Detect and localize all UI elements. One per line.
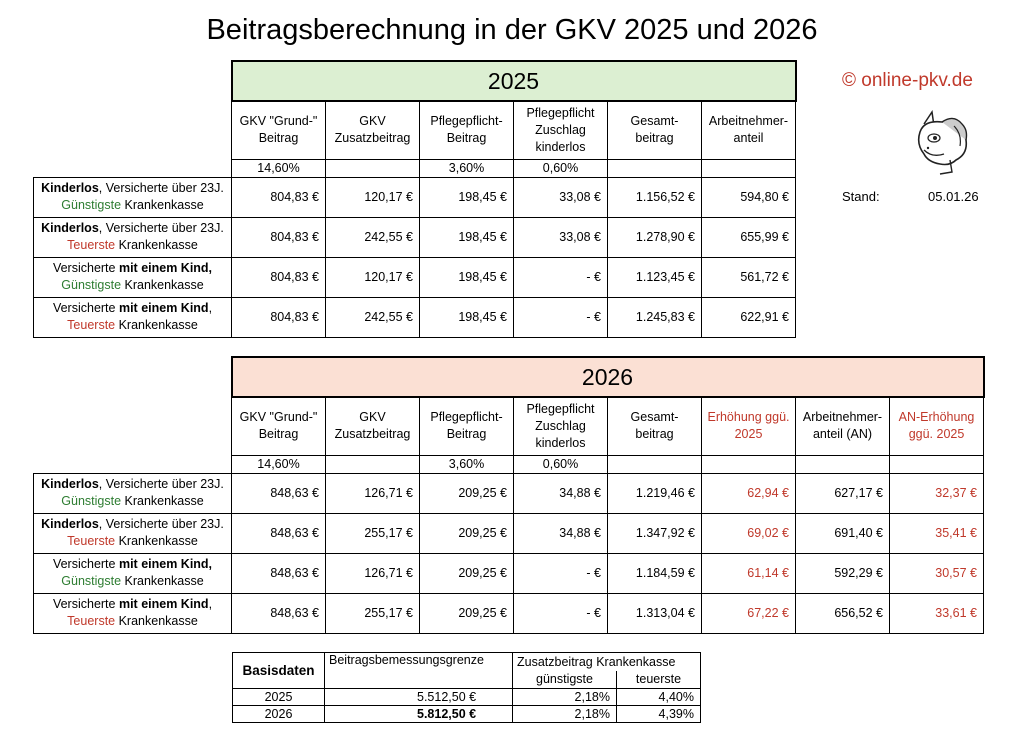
col-header: Pflegepflicht-Beitrag (420, 397, 514, 455)
value-cell: 120,17 € (326, 177, 420, 217)
table-2026 (33, 356, 985, 634)
row-label-bold: Kinderlos (41, 517, 99, 531)
row-label-kasse-word: Teuerste (67, 614, 116, 628)
table-row (34, 297, 796, 337)
row-label-rest: , Versicherte über 23J. (98, 181, 224, 195)
value-cell: 198,45 € (420, 297, 514, 337)
value-cell: 33,61 € (890, 593, 984, 633)
value-cell: 34,88 € (514, 513, 608, 553)
row-label-kasse-word: Günstigste (61, 494, 122, 508)
row-label-kasse-word: Günstigste (61, 574, 122, 588)
value-cell: 69,02 € (702, 513, 796, 553)
value-cell: 804,83 € (232, 257, 326, 297)
col-header: Pflegepflicht-Beitrag (420, 101, 514, 159)
row-label-kasse-rest: Krankenkasse (121, 494, 204, 508)
value-cell: 209,25 € (420, 513, 514, 553)
brand-logo-text: © online-pkv.de (842, 70, 973, 91)
row-label-pre: Versicherte (52, 301, 119, 315)
stand-label: Stand: (842, 189, 880, 204)
col-header: GKV Zusatzbeitrag (326, 397, 420, 455)
rate-cell: 0,60% (514, 455, 608, 473)
value-cell: 1.347,92 € (608, 513, 702, 553)
col-header: GKV "Grund-" Beitrag (232, 101, 326, 159)
row-label (34, 593, 232, 633)
table-row (34, 177, 796, 217)
value-cell: 61,14 € (702, 553, 796, 593)
rate-cell (796, 455, 890, 473)
basis-zusatz-header: Zusatzbeitrag Krankenkasse (513, 653, 701, 671)
row-label-rest: , Versicherte über 23J. (98, 477, 224, 491)
row-label-bold: Kinderlos (41, 477, 99, 491)
value-cell: 30,57 € (890, 553, 984, 593)
row-label-rest: , (208, 301, 213, 315)
rate-cell: 14,60% (232, 455, 326, 473)
col-header: Gesamt-beitrag (608, 101, 702, 159)
table-row (34, 473, 984, 513)
rate-cell (702, 159, 796, 177)
row-label-kasse-rest: Krankenkasse (121, 574, 204, 588)
row-label-kasse-rest: Krankenkasse (115, 534, 198, 548)
value-cell: 1.123,45 € (608, 257, 702, 297)
row-label-kasse-rest: Krankenkasse (121, 198, 204, 212)
rate-cell (890, 455, 984, 473)
value-cell: 209,25 € (420, 553, 514, 593)
basis-bbg-header: Beitragsbemessungsgrenze (325, 653, 513, 689)
value-cell: 255,17 € (326, 593, 420, 633)
basis-t-value: 4,40% (617, 689, 701, 706)
value-cell: 198,45 € (420, 257, 514, 297)
value-cell: 1.156,52 € (608, 177, 702, 217)
basis-t-value: 4,39% (617, 706, 701, 723)
row-label (34, 297, 232, 337)
rate-cell (608, 455, 702, 473)
value-cell: 1.278,90 € (608, 217, 702, 257)
row-label-pre: Versicherte (52, 261, 119, 275)
value-cell: 848,63 € (232, 473, 326, 513)
row-label-rest: , (208, 597, 213, 611)
row-label-kasse-rest: Krankenkasse (115, 318, 198, 332)
value-cell: 242,55 € (326, 217, 420, 257)
col-header: Pflegepflicht Zuschlag kinderlos (514, 397, 608, 455)
basis-sub-teuerste: teuerste (617, 671, 701, 689)
value-cell: 1.219,46 € (608, 473, 702, 513)
value-cell: 120,17 € (326, 257, 420, 297)
value-cell: - € (514, 553, 608, 593)
value-cell: 1.245,83 € (608, 297, 702, 337)
value-cell: 848,63 € (232, 513, 326, 553)
col-header: Pflegepflicht Zuschlag kinderlos (514, 101, 608, 159)
row-label-kasse-rest: Krankenkasse (115, 238, 198, 252)
value-cell: 209,25 € (420, 473, 514, 513)
row-label-kasse-word: Günstigste (61, 198, 122, 212)
row-label-kasse-word: Teuerste (67, 318, 116, 332)
value-cell: 35,41 € (890, 513, 984, 553)
basis-g-value: 2,18% (513, 706, 617, 723)
row-label-kasse-rest: Krankenkasse (115, 614, 198, 628)
value-cell: 126,71 € (326, 473, 420, 513)
value-cell: 592,29 € (796, 553, 890, 593)
row-label-rest: , Versicherte über 23J. (98, 221, 224, 235)
value-cell: 848,63 € (232, 593, 326, 633)
value-cell: 198,45 € (420, 217, 514, 257)
year-header-2026: 2026 (232, 357, 984, 397)
row-label-bold: Kinderlos (41, 181, 99, 195)
table-row (34, 593, 984, 633)
value-cell: 561,72 € (702, 257, 796, 297)
row-label-bold: mit einem Kind (118, 597, 209, 611)
value-cell: 594,80 € (702, 177, 796, 217)
basis-year: 2025 (233, 689, 325, 706)
row-label-kasse-rest: Krankenkasse (121, 278, 204, 292)
row-label (34, 473, 232, 513)
row-label (34, 177, 232, 217)
value-cell: 804,83 € (232, 217, 326, 257)
table-2025 (33, 60, 797, 338)
value-cell: 1.313,04 € (608, 593, 702, 633)
row-label-rest: , Versicherte über 23J. (98, 517, 224, 531)
value-cell: 33,08 € (514, 177, 608, 217)
rate-cell: 0,60% (514, 159, 608, 177)
row-label-kasse-word: Günstigste (61, 278, 122, 292)
value-cell: 62,94 € (702, 473, 796, 513)
rate-cell: 14,60% (232, 159, 326, 177)
col-header: Erhöhung ggü. 2025 (702, 397, 796, 455)
row-label-bold: mit einem Kind, (118, 261, 213, 275)
basis-table (232, 652, 701, 723)
row-label-bold: Kinderlos (41, 221, 99, 235)
value-cell: 1.184,59 € (608, 553, 702, 593)
value-cell: 34,88 € (514, 473, 608, 513)
col-header: Arbeitnehmer-anteil (AN) (796, 397, 890, 455)
year-header-2025: 2025 (232, 61, 796, 101)
value-cell: 691,40 € (796, 513, 890, 553)
table-row (34, 217, 796, 257)
basis-label: Basisdaten (233, 653, 325, 689)
value-cell: 804,83 € (232, 177, 326, 217)
row-label-kasse-word: Teuerste (67, 238, 116, 252)
basis-bbg-value: 5.512,50 € (325, 689, 513, 706)
rate-cell (326, 455, 420, 473)
value-cell: 627,17 € (796, 473, 890, 513)
row-label (34, 257, 232, 297)
rate-cell (702, 455, 796, 473)
unicorn-mascot-icon (910, 110, 976, 176)
row-label-pre: Versicherte (52, 557, 119, 571)
basis-bbg-value: 5.812,50 € (325, 706, 513, 723)
row-label-bold: mit einem Kind, (118, 557, 213, 571)
value-cell: 622,91 € (702, 297, 796, 337)
value-cell: - € (514, 593, 608, 633)
rate-cell (326, 159, 420, 177)
stand-date: 05.01.26 (928, 189, 979, 204)
col-header: Arbeitnehmer-anteil (702, 101, 796, 159)
value-cell: 198,45 € (420, 177, 514, 217)
table-row (34, 513, 984, 553)
row-label (34, 513, 232, 553)
page-title: Beitragsberechnung in der GKV 2025 und 2026 (206, 14, 818, 46)
col-header: Gesamt-beitrag (608, 397, 702, 455)
basis-g-value: 2,18% (513, 689, 617, 706)
value-cell: 126,71 € (326, 553, 420, 593)
value-cell: 655,99 € (702, 217, 796, 257)
col-header: GKV "Grund-" Beitrag (232, 397, 326, 455)
row-label-pre: Versicherte (52, 597, 119, 611)
table-row (34, 553, 984, 593)
value-cell: - € (514, 297, 608, 337)
row-label (34, 217, 232, 257)
value-cell: 242,55 € (326, 297, 420, 337)
value-cell: 32,37 € (890, 473, 984, 513)
rate-cell (608, 159, 702, 177)
rate-cell: 3,60% (420, 159, 514, 177)
col-header: AN-Erhöhung ggü. 2025 (890, 397, 984, 455)
row-label (34, 553, 232, 593)
row-label-bold: mit einem Kind (118, 301, 209, 315)
col-header: GKV Zusatzbeitrag (326, 101, 420, 159)
rate-cell: 3,60% (420, 455, 514, 473)
table-row (34, 257, 796, 297)
value-cell: 209,25 € (420, 593, 514, 633)
value-cell: 848,63 € (232, 553, 326, 593)
value-cell: 33,08 € (514, 217, 608, 257)
value-cell: - € (514, 257, 608, 297)
value-cell: 67,22 € (702, 593, 796, 633)
value-cell: 804,83 € (232, 297, 326, 337)
row-label-kasse-word: Teuerste (67, 534, 116, 548)
basis-year: 2026 (233, 706, 325, 723)
value-cell: 255,17 € (326, 513, 420, 553)
basis-sub-guenstigste: günstigste (513, 671, 617, 689)
value-cell: 656,52 € (796, 593, 890, 633)
